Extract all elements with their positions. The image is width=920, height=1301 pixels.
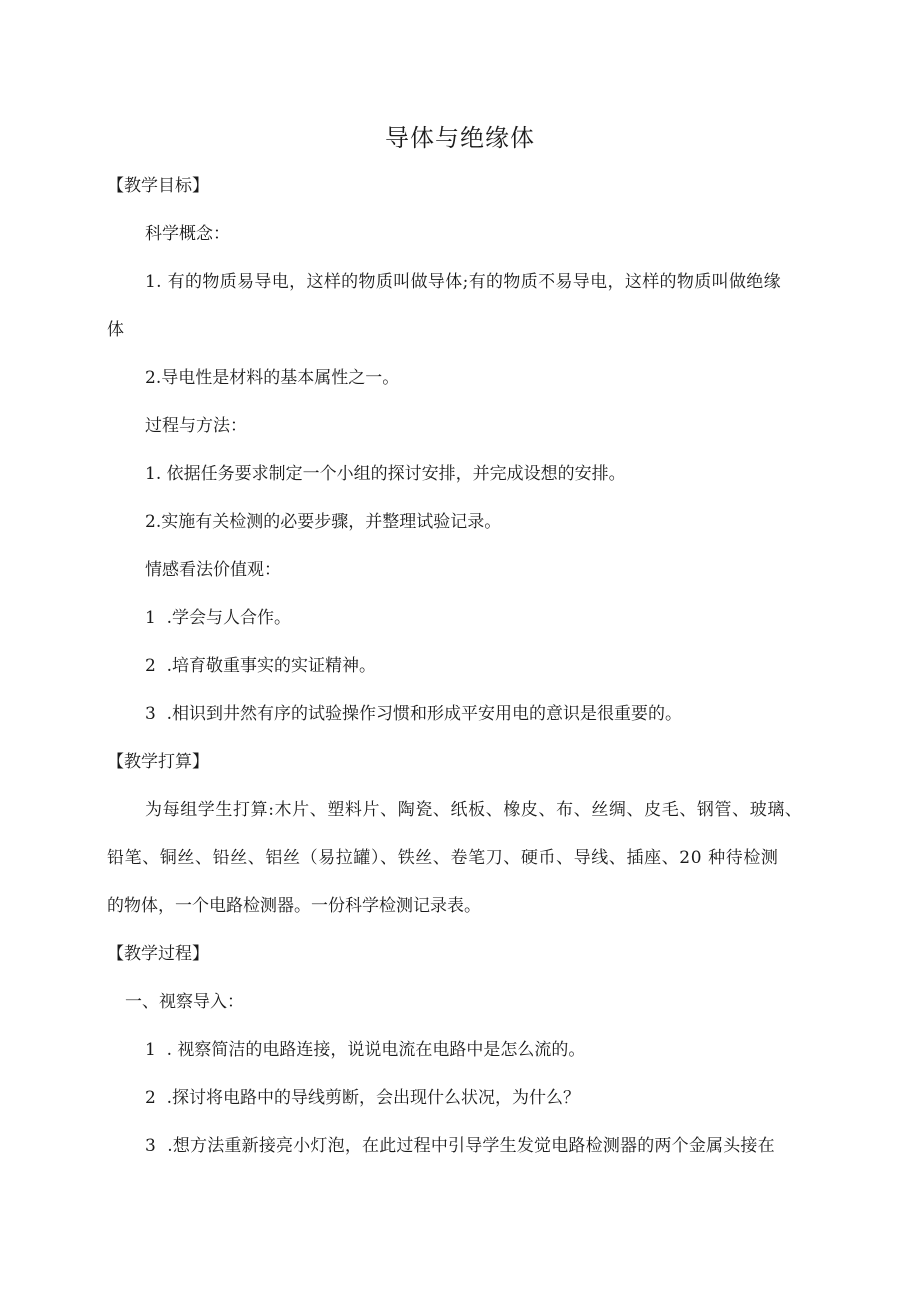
process-item-2: 2.实施有关检测的必要步骤，并整理试验记录。 xyxy=(145,512,502,532)
preparation-line-3: 的物体，一个电路检测器。一份科学检测记录表。 xyxy=(107,896,481,916)
concept-item-1-line1: 1. 有的物质易导电，这样的物质叫做导体;有的物质不易导电，这样的物质叫做绝缘 xyxy=(145,272,781,292)
preparation-line-2: 铅笔、铜丝、铅丝、铝丝（易拉罐）、铁丝、卷笔刀、硬币、导线、插座、20 种待检测 xyxy=(107,848,779,868)
step-1-item-3: 3 .想方法重新接亮小灯泡，在此过程中引导学生发觉电路检测器的两个金属头接在 xyxy=(145,1136,775,1156)
step-1-item-1: 1 . 视察简洁的电路连接，说说电流在电路中是怎么流的。 xyxy=(145,1040,586,1060)
document-title: 导体与绝缘体 xyxy=(385,124,535,152)
emotion-item-2: 2 .培育敬重事实的实证精神。 xyxy=(145,656,377,676)
concept-item-2: 2.导电性是材料的基本属性之一。 xyxy=(145,368,400,388)
section-heading-teaching-process: 【教学过程】 xyxy=(107,944,209,964)
label-emotion-values: 情感看法价值观： xyxy=(145,560,281,580)
section-heading-preparation: 【教学打算】 xyxy=(107,752,209,772)
label-process-methods: 过程与方法： xyxy=(145,416,247,436)
emotion-item-3: 3 .相识到井然有序的试验操作习惯和形成平安用电的意识是很重要的。 xyxy=(145,704,683,724)
preparation-line-1: 为每组学生打算:木片、塑料片、陶瓷、纸板、橡皮、布、丝绸、皮毛、钢管、玻璃、 xyxy=(145,800,803,820)
section-heading-objectives: 【教学目标】 xyxy=(107,176,209,196)
concept-item-1-line2: 体 xyxy=(107,320,124,340)
emotion-item-1: 1 .学会与人合作。 xyxy=(145,608,292,628)
label-science-concepts: 科学概念： xyxy=(145,224,230,244)
step-1-item-2: 2 .探讨将电路中的导线剪断，会出现什么状况，为什么？ xyxy=(145,1088,581,1108)
process-item-1: 1. 依据任务要求制定一个小组的探讨安排，并完成设想的安排。 xyxy=(145,464,626,484)
step-1-label: 一、视察导入： xyxy=(125,992,244,1012)
